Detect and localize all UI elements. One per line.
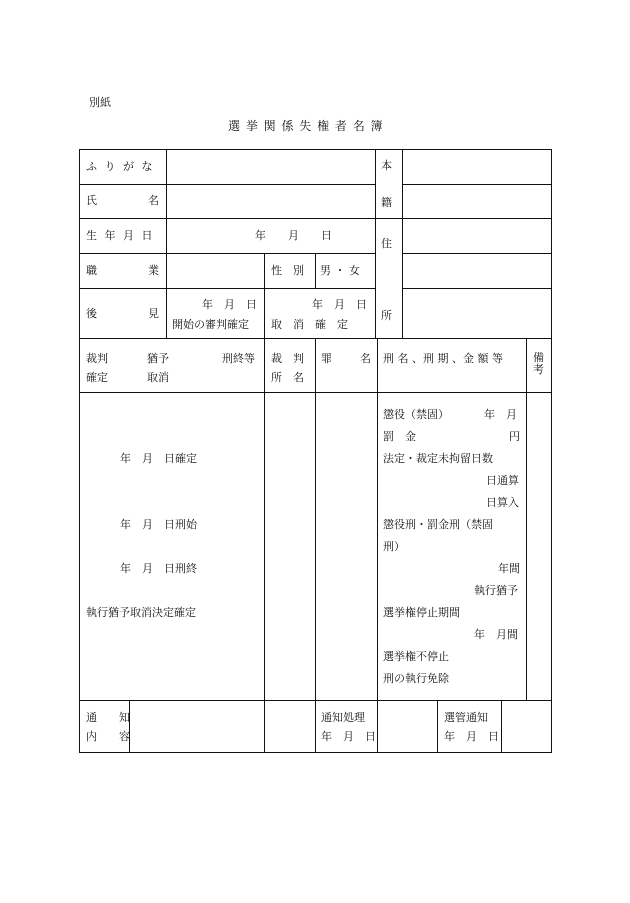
notice-processing-date: 年 月 日 (321, 730, 376, 743)
penalty-line-12: 選挙権不停止 (383, 650, 449, 663)
penalty-line-1a: 懲役（禁固） (383, 408, 449, 421)
birthdate-value: 年 月 日 (255, 229, 332, 242)
guardian-label-a: 後 (86, 307, 97, 320)
election-board-notice-date: 年 月 日 (444, 730, 499, 743)
notice-processing-label: 通知処理 (321, 711, 365, 724)
header-court-1: 裁 判 (271, 352, 304, 365)
penalty-line-6: 懲役刑・罰金刑（禁固 (383, 518, 493, 531)
address-label-1: 住 (381, 237, 392, 250)
header-penalty: 刑 名 、刑 期 、金 額 等 (383, 352, 503, 365)
penalty-line-2a: 罰 金 (383, 430, 416, 443)
header-cancelled: 取消 (147, 371, 169, 384)
name-label-b: 名 (148, 194, 159, 207)
confirm-date: 年 月 日確定 (120, 452, 197, 465)
penalty-line-4: 日通算 (486, 474, 519, 487)
domicile-label-2: 籍 (381, 196, 392, 209)
occupation-label-a: 職 (86, 264, 97, 277)
guardian-label-b: 見 (148, 307, 159, 320)
notice-label-1: 通 知 (86, 711, 130, 724)
penalty-line-1b: 年 月 (484, 408, 517, 421)
penalty-line-5: 日算入 (486, 496, 519, 509)
sex-value: 男 ・ 女 (320, 264, 360, 277)
furigana-label: ふ り が な (86, 160, 155, 173)
sentence-start-date: 年 月 日刑始 (120, 518, 197, 531)
penalty-line-9: 執行猶予 (474, 584, 518, 597)
notice-label-2: 内 容 (86, 730, 130, 743)
penalty-line-3: 法定・裁定未拘留日数 (383, 452, 493, 465)
guardianship-cancel-date: 年 月 日 (312, 298, 367, 311)
sentence-end-date: 年 月 日刑終 (120, 562, 197, 575)
guardianship-start-date: 年 月 日 (202, 298, 257, 311)
address-label-2: 所 (381, 309, 392, 322)
penalty-line-11: 年 月間 (474, 628, 518, 641)
page-title: 選 挙 関 係 失 権 者 名 簿 (228, 119, 384, 133)
sex-label: 性 別 (271, 264, 304, 277)
name-label-a: 氏 (86, 194, 97, 207)
penalty-line-10: 選挙権停止期間 (383, 606, 460, 619)
header-trial: 裁判 (86, 352, 108, 365)
suspension-cancel-confirm: 執行猶予取消決定確定 (86, 606, 196, 619)
domicile-label-1: 本 (381, 159, 392, 172)
header-confirmed: 確定 (86, 371, 108, 384)
guardianship-cancel-label: 取 消 確 定 (271, 318, 348, 331)
birthdate-label: 生 年 月 日 (86, 229, 155, 242)
header-crime-a: 罪 (321, 352, 332, 365)
header-suspension: 猶予 (147, 352, 169, 365)
penalty-line-13: 刑の執行免除 (383, 672, 449, 685)
penalty-line-2b: 円 (509, 430, 520, 443)
penalty-line-8: 年間 (498, 562, 520, 575)
header-crime-b: 名 (360, 352, 371, 365)
header-remarks: 備考 (533, 351, 544, 376)
attachment-label: 別紙 (89, 96, 111, 109)
election-board-notice-label: 選管通知 (444, 711, 488, 724)
penalty-line-7: 刑） (383, 540, 405, 553)
occupation-label-b: 業 (148, 264, 159, 277)
guardianship-start-label: 開始の審判確定 (172, 318, 249, 331)
header-sentence-end: 刑終等 (222, 352, 255, 365)
header-court-2: 所 名 (271, 371, 304, 384)
